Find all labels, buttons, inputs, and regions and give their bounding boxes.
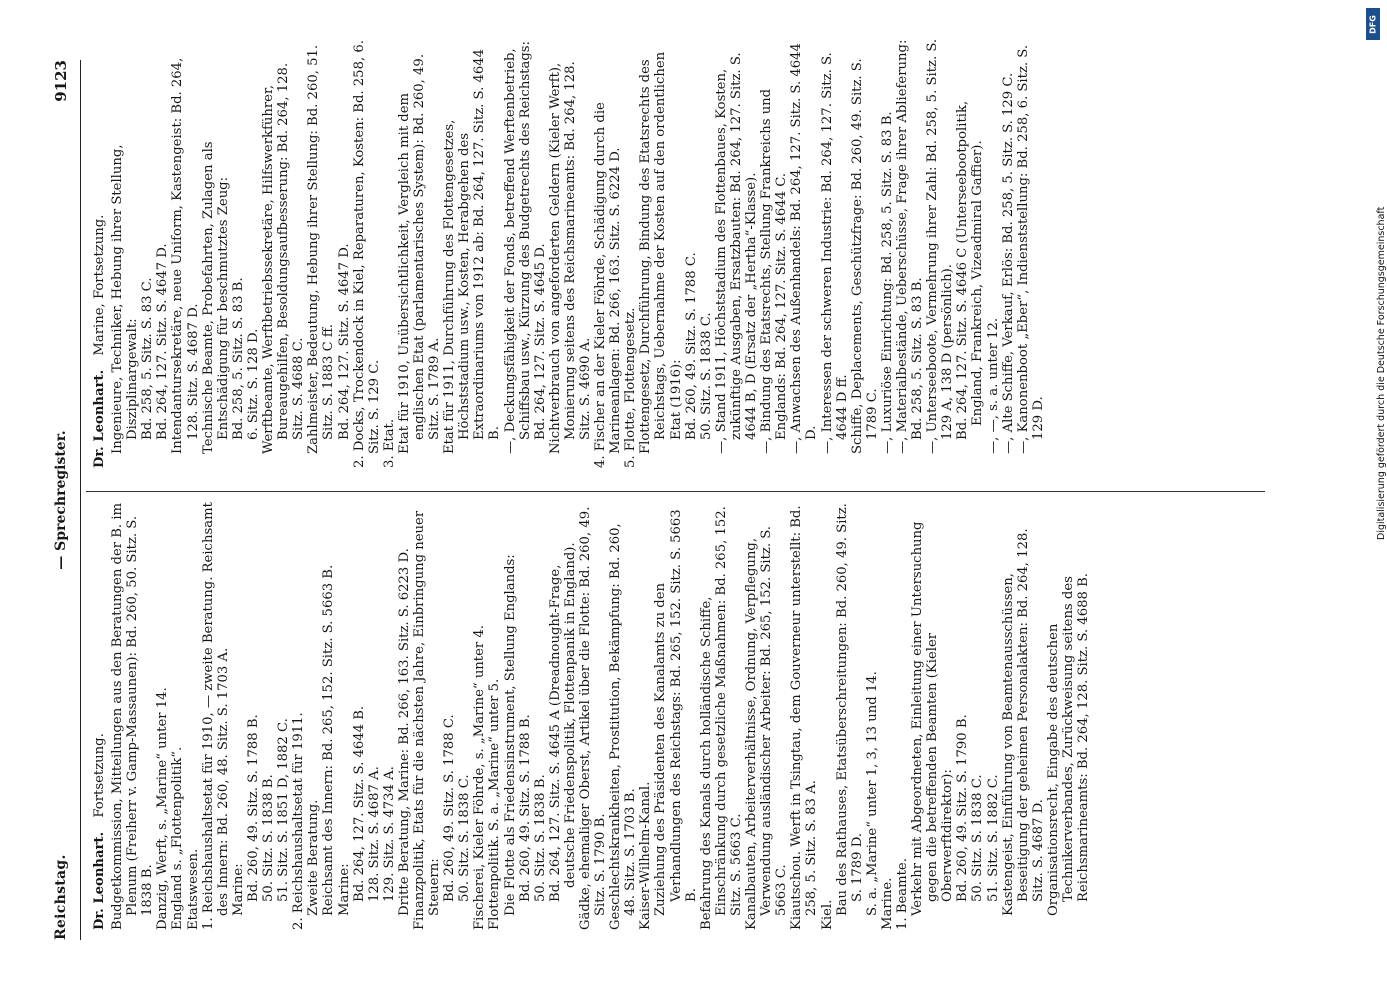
left-column-heading [92, 500, 107, 930]
index-entry: Kaiser-Wilhelm-Kanal. [638, 781, 654, 930]
index-entry: Danzig, Werft, s. „Marine“ unter 14. [155, 687, 171, 930]
index-entry: Kanalbauten, Arbeiterverhältnisse, Ordnung, Verpflegung, Verwendung ausländischer Arbeiter: Bd. 265, 152. Sitz. S. 5663 C. [744, 521, 790, 930]
index-entry: Etat für 1911, Durchführung des Flottengesetzes, Höchststadium usw., Kosten, Herabgehen des Extraordinariums von 1912 ab: Bd. 264, 127. Sitz. S. 4644 B. [442, 44, 503, 454]
index-entry: Nichtverbrauch von angeforderten Geldern (Kieler Werft), Monierung seitens des Reichsmarineamts: Bd. 264, 128. Sitz. S. 4690 A. [547, 57, 593, 454]
index-entry: —, Interessen der schweren Industrie: Bd. 264, 127. Sitz. S. 4644 D ff. [819, 48, 850, 454]
index-entry: 128. Sitz. S. 4687 A. [366, 766, 382, 902]
index-entry: Etatswesen. [185, 848, 201, 930]
index-entry: 6. Sitz. S. 128 D. [245, 328, 261, 440]
index-entry: S. a. „Marine“ unter 1, 3, 13 und 14. [864, 671, 880, 916]
index-entry: 51. Sitz. S. 1851 D, 1882 C. [276, 718, 292, 902]
index-entry: Bd. 264, 127. Sitz. S. 4647 D. [155, 243, 171, 440]
index-entry: Zuziehung des Präsidenten des Kanalamts zu den Verhandlungen des Reichstags: Bd. 265, 152. Sitz. S. 5663 B. [653, 505, 699, 916]
index-entry: 50. Sitz. S. 1838 B. [261, 774, 277, 902]
left-entries [110, 497, 1092, 930]
index-entry: —, Kanonenboot „Eber“, Indienststellung: Bd. 258, 6. Sitz. S. 129 D. [1015, 40, 1046, 454]
index-entry: Bd. 260, 49. Sitz. S. 1788 C. [683, 252, 699, 440]
index-entry: —, —, s. a. unter 12. [985, 317, 1001, 454]
header-rule [80, 60, 81, 940]
right-entries [110, 34, 1046, 468]
index-entry: Budgetkommission, Mitteilungen aus den Beratungen der B. im Plenum (Freiherr v. Gamp-Massaunen): Bd. 260, 50. Sitz. S. 1838 B. [110, 498, 156, 930]
index-entry: Bau des Rathauses, Etatsüberschreitungen: Bd. 260, 49. Sitz. S. 1789 D. [834, 498, 865, 916]
index-entry: Verkehr mit Abgeordneten, Einleitung einer Untersuchung gegen die betreffenden Beamten (Kieler Oberwerftdirektor): [910, 517, 956, 916]
index-entry: Bd. 258, 5. Sitz. S. 83 C. [140, 277, 156, 440]
funding-note: Digitalisierung gefördert durch die Deutsche Forschungsgemeinschaft [1376, 206, 1387, 540]
index-entry: 1. Beamte. [894, 858, 910, 930]
index-entry: 5. Flotte, Flottengesetz. [623, 307, 639, 468]
index-entry: Flottenpolitik. S. a. „Marine“ unter 5. [487, 678, 503, 930]
index-entry: 3. Etat. [381, 418, 397, 468]
index-entry: Marine: [230, 863, 246, 916]
index-entry: Flottengesetz, Durchführung, Bindung des Etatsrechts des Reichstags, Uebernahme der Kosten auf den ordentlichen Etat (1916): [638, 47, 684, 454]
index-entry: Bd. 264, 127. Sitz. S. 4645 A (Dreadnought-Frage, deutsche Friedenspolitik, Flottenpanik in England). [547, 542, 578, 902]
index-entry: —, Unterseeboote, Vermehrung ihrer Zahl: Bd. 258, 5. Sitz. S. 129 A, 138 D (persönlich). [925, 34, 956, 454]
column-divider [86, 491, 1265, 492]
right-column [92, 34, 1046, 468]
index-entry: Reichsamt des Innern: Bd. 265, 152. Sitz. S. 5663 B. [321, 564, 337, 916]
continuation-label: Marine, Fortsetzung. [92, 214, 107, 356]
continuation-label: Fortsetzung. [92, 733, 107, 818]
page-number: 9123 [52, 60, 70, 102]
index-entry: Marine. [879, 877, 895, 930]
index-entry: Zweite Beratung. [306, 799, 322, 916]
index-entry: —, Anwachsen des Außenhandels: Bd. 264, 127. Sitz. S. 4644 D. [789, 38, 820, 454]
left-column [92, 497, 1092, 930]
right-column-heading [92, 38, 107, 468]
index-entry: Geschlechtskrankheiten, Prostitution, Bekämpfung: Bd. 260, 48. Sitz. S. 1703 B. [608, 519, 639, 930]
index-entry: 50. Sitz. S. 1838 B. [532, 774, 548, 902]
index-entry: Bd. 260, 49. Sitz. S. 1788 B. [517, 714, 533, 902]
index-entry: Kastengeist, Einführung von Beamtenausschüssen, Beseitigung der geheimen Personalakten: Bd. 264, 128. Sitz. S. 4687 D. [1000, 524, 1046, 916]
index-entry: —, Materialbestände, Ueberschüsse, Frage ihrer Ablieferung: Bd. 258, 5. Sitz. S. 83 B. [894, 35, 926, 454]
index-entry: Marine: [336, 863, 352, 916]
index-entry: 50. Sitz. S. 1838 C. [457, 774, 473, 902]
index-entry: —, Alte Schiffe, Verkauf, Erlös: Bd. 258, 5. Sitz. S. 129 C. [1000, 72, 1016, 454]
header-title: — Sprechregister. [53, 430, 69, 570]
index-entry: Schiffe, Deplacements, Geschützfrage: Bd. 260, 49. Sitz. S. 1789 C. [849, 54, 880, 454]
index-entry: Finanzpolitik, Etats für die nächsten Jahre, Einbringung neuer Steuern: [411, 506, 443, 930]
index-entry: —, Deckungsfähigkeit der Fonds, betreffend Werftenbetrieb, Schiffsbau usw., Kürzung des Budgetrechts des Reichstags: Bd. 264, 127. Sitz. S. 4645 D. [502, 36, 548, 454]
index-entry: Die Flotte als Friedensinstrument, Stellung Englands: [502, 554, 518, 916]
index-entry: 2. Reichshaushaltsetat für 1911. [291, 712, 307, 930]
index-entry: Technische Beamte, Probefahrten, Zulagen als Entschädigung für beschmutztes Zeug: [200, 137, 231, 454]
index-entry: Bd. 260, 49. Sitz. S. 1790 B. [955, 714, 971, 902]
index-entry: Kiel. [819, 899, 835, 930]
index-entry: Organisationsrecht, Eingabe des deutschen Technikerverbandes, Zurückweisung seitens des Reichsmarineamts: Bd. 264, 128. Sitz. S. 4688 B. [1045, 571, 1092, 916]
index-entry: 50. Sitz. S. 1838 C. [698, 312, 714, 440]
person-name: Dr. Leonhart. [92, 369, 107, 468]
index-entry: 1. Reichshaushaltsetat für 1910, — zweite Beratung. Reichsamt des Innern: Bd. 260, 48. Sitz. S. 1703 A. [200, 497, 231, 930]
index-entry: Befahrung des Kanals durch holländische Schiffe, Einschränkung durch gesetzliche Maßnahmen: Bd. 265, 152. Sitz. S. 5663 C. [698, 501, 744, 930]
index-entry: —, Stand 1911, Höchststadium des Flottenbaues, Kosten, zukünftige Ausgaben, Ersatzbauten: Bd. 264, 127. Sitz. S. 4644 B, D (Ersatz der „Hertha“-Klasse). [713, 48, 760, 454]
index-entry: Bd. 258, 5. Sitz. S. 83 B. [230, 277, 246, 440]
index-entry: Bd. 264, 127. Sitz. S. 4644 B. [351, 705, 367, 902]
dfg-logo [1366, 8, 1380, 40]
index-entry: 50. Sitz. S. 1838 C. [970, 774, 986, 902]
index-entry: Gädke, ehemaliger Oberst, Artikel über die Flotte: Bd. 260, 49. Sitz. S. 1790 B. [578, 502, 609, 930]
index-entry: Bd. 264, 127. Sitz. S. 4646 C (Unterseebootpolitik, England, Frankreich, Vizeadmiral Gaffier). [955, 96, 986, 440]
index-entry: Bd. 260, 49. Sitz. S. 1788 B. [245, 714, 261, 902]
index-entry: 2. Docks, Trockendock in Kiel, Reparaturen, Kosten: Bd. 258, 6. Sitz. S. 129 C. [351, 35, 382, 468]
index-entry: —, Luxuriöse Einrichtung: Bd. 258, 5. Sitz. S. 83 B. [879, 111, 895, 454]
index-entry: 129. Sitz. S. 4734 A. [381, 766, 397, 902]
index-entry: Etat für 1910, Unübersichtlichkeit, Vergleich mit dem englischen Etat (parlamentarisches System): Bd. 260, 49. Sitz. S. 1789 A. [396, 49, 443, 454]
index-entry: Ingenieure, Techniker, Hebung ihrer Stellung, Disziplinargewalt: [110, 140, 141, 454]
page-header [54, 60, 76, 940]
index-entry: Bd. 260, 49. Sitz. S. 1788 C. [442, 714, 458, 902]
index-entry: Dritte Beratung, Marine: Bd. 266, 163. Sitz. S. 6223 D. [396, 548, 412, 916]
dfg-logo-text: DFG [1368, 15, 1378, 34]
index-entry: Zahlmeister, Bedeutung, Hebung ihrer Stellung: Bd. 260, 51. Sitz. S. 1883 C ff. [306, 40, 337, 454]
index-entry: Intendantursekretäre, neue Uniform, Kastengeist: Bd. 264, 128. Sitz. S. 4687 D. [170, 53, 201, 454]
index-entry: Werftbeamte, Werftbetriebssekretäre, Hilfswerkführer, Bureaugehilfen, Besoldungsaufbesserung: Bd. 264, 128. Sitz. S. 4688 C. [261, 58, 307, 454]
index-entry: —, Bindung des Etatsrechts, Stellung Frankreichs und Englands: Bd. 264, 127. Sitz. S. 4644 C. [759, 84, 790, 454]
index-entry: England s. „Flottenpolitik“. [170, 746, 186, 930]
index-entry: 51. Sitz. S. 1882 C. [985, 774, 1001, 902]
index-entry: Fischerei, Kieler Föhrde, s. „Marine“ unter 4. [472, 625, 488, 930]
person-name: Dr. Leonhart. [92, 831, 107, 930]
index-entry: Kiautschou. Werft in Tsingtau, dem Gouverneur unterstellt: Bd. 258, 5. Sitz. S. 83 A. [789, 501, 820, 930]
header-left: Reichstag. [53, 854, 69, 940]
index-entry: 4. Fischer an der Kieler Föhrde, Schädigung durch die Marineanlagen: Bd. 266, 163. Sitz. S. 6224 D. [593, 97, 624, 468]
index-entry: Bd. 264, 127. Sitz. S. 4647 D. [336, 243, 352, 440]
